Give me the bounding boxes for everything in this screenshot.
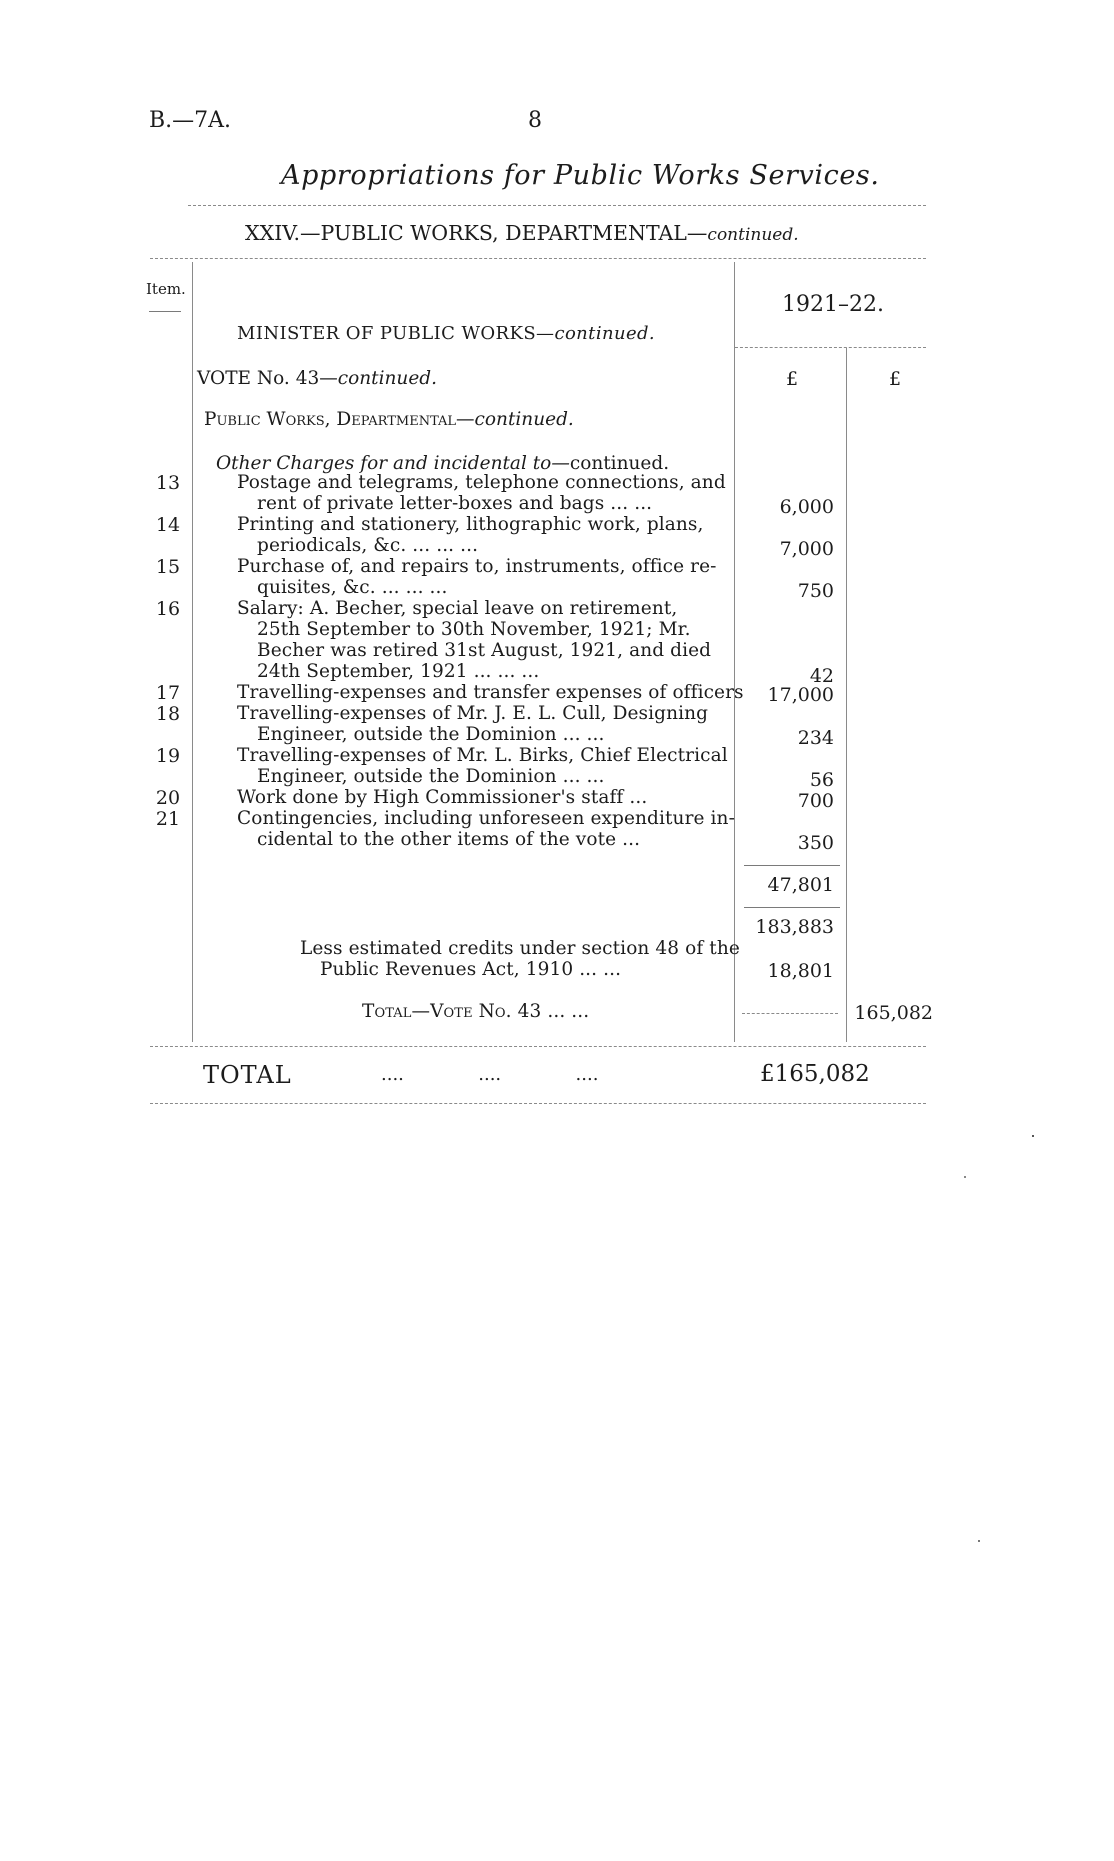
- amount-column-rule: [846, 348, 847, 1042]
- table-top-rule: [150, 258, 926, 259]
- item-description-line: Travelling-expenses of Mr. J. E. L. Cull, Designing: [237, 703, 709, 724]
- item-description-line: Printing and stationery, lithographic work, plans,: [237, 514, 704, 535]
- item-number: 19: [155, 745, 181, 767]
- page-number: 8: [528, 108, 542, 133]
- item-description-line: quisites, &c. ... ... ...: [257, 577, 448, 598]
- section-subtitle: [245, 221, 799, 245]
- table-bottom-rule: [150, 1046, 926, 1047]
- item-amount: 6,000: [779, 496, 834, 518]
- item-number: 21: [155, 808, 181, 830]
- item-description-line: periodicals, &c. ... ... ...: [257, 535, 479, 556]
- less-credits-line: Public Revenues Act, 1910 ... ...: [320, 959, 622, 980]
- vote-heading: [197, 368, 437, 389]
- title-rule: [188, 205, 926, 206]
- minister-heading: [237, 323, 655, 344]
- item-amount: 56: [809, 769, 834, 791]
- item-column-rule: [192, 262, 193, 1042]
- other-charges-label: Other Charges for and incidental to—: [216, 453, 570, 474]
- total-vote-label: Total—Vote No. 43 ... ...: [362, 1001, 590, 1022]
- item-description-line: Contingencies, including unforeseen expenditure in-: [237, 808, 735, 829]
- item-description-line: rent of private letter-boxes and bags ... ...: [257, 493, 653, 514]
- item-description-line: 24th September, 1921 ... ... ...: [257, 661, 540, 682]
- item-number: 15: [155, 556, 181, 578]
- item-amount: 7,000: [779, 538, 834, 560]
- item-description-line: Work done by High Commissioner's staff ...: [237, 787, 648, 808]
- item-number: 20: [155, 787, 181, 809]
- item-description-line: Becher was retired 31st August, 1921, and died: [257, 640, 712, 661]
- year-header-rule: [735, 347, 926, 348]
- item-header: Item.: [146, 280, 186, 298]
- item-number: 14: [155, 514, 181, 536]
- item-description-line: 25th September to 30th November, 1921; Mr.: [257, 619, 691, 640]
- minister-heading-main: MINISTER OF PUBLIC WORKS—: [237, 323, 555, 344]
- section-subtitle-cont: continued.: [707, 225, 799, 245]
- subtotal-rule: [744, 865, 840, 866]
- year-header: 1921–22.: [782, 292, 884, 317]
- item-amount: 350: [797, 832, 834, 854]
- page-reference: B.—7A.: [149, 108, 232, 133]
- less-credits-amount: 18,801: [767, 960, 834, 982]
- item-description-line: cidental to the other items of the vote ...: [257, 829, 641, 850]
- item-header-rule: [149, 311, 181, 312]
- other-charges-cont: continued.: [569, 453, 670, 474]
- item-description-line: Travelling-expenses and transfer expenses of officers: [237, 682, 744, 703]
- grand-total-dots: .... .... ....: [381, 1064, 599, 1085]
- total-vote-dash: [742, 1013, 838, 1014]
- page-title: Appropriations for Public Works Services.: [281, 160, 880, 191]
- other-charges-heading: [216, 453, 669, 474]
- less-credits-line: Less estimated credits under section 48 of the: [300, 938, 740, 959]
- gross-total-amount: 183,883: [755, 916, 834, 938]
- description-column-rule: [734, 262, 735, 1042]
- department-heading-main: Public Works, Departmental—: [204, 409, 475, 430]
- vote-heading-cont: continued.: [337, 368, 438, 389]
- item-description-line: Postage and telegrams, telephone connections, and: [237, 472, 726, 493]
- page-bottom-rule: [150, 1103, 926, 1104]
- currency-symbol-2: £: [889, 368, 902, 390]
- item-amount: 700: [797, 790, 834, 812]
- scan-speck: [964, 1176, 966, 1178]
- item-description-line: Engineer, outside the Dominion ... ...: [257, 766, 605, 787]
- item-number: 17: [155, 682, 181, 704]
- total-vote-amount: 165,082: [854, 1002, 933, 1024]
- item-number: 16: [155, 598, 181, 620]
- item-amount: 17,000: [767, 684, 834, 706]
- item-description-line: Engineer, outside the Dominion ... ...: [257, 724, 605, 745]
- section-subtitle-main: XXIV.—PUBLIC WORKS, DEPARTMENTAL—: [245, 221, 708, 245]
- item-amount: 234: [797, 727, 834, 749]
- grand-total-label: TOTAL: [203, 1061, 292, 1089]
- department-heading-cont: continued.: [474, 409, 574, 430]
- grand-total-amount: £165,082: [760, 1061, 870, 1087]
- department-heading: [204, 409, 574, 430]
- currency-symbol-1: £: [786, 368, 799, 390]
- scan-speck: [1032, 1135, 1034, 1137]
- minister-heading-cont: continued.: [554, 323, 656, 344]
- gross-total-rule: [744, 907, 840, 908]
- item-description-line: Salary: A. Becher, special leave on retirement,: [237, 598, 678, 619]
- item-number: 18: [155, 703, 181, 725]
- item-amount: 42: [809, 665, 834, 687]
- vote-heading-main: VOTE No. 43—: [197, 368, 338, 389]
- item-amount: 750: [797, 580, 834, 602]
- item-description-line: Travelling-expenses of Mr. L. Birks, Chief Electrical: [237, 745, 728, 766]
- item-description-line: Purchase of, and repairs to, instruments, office re-: [237, 556, 717, 577]
- item-number: 13: [155, 472, 181, 494]
- scan-speck: [978, 1540, 980, 1542]
- subtotal-amount: 47,801: [767, 874, 834, 896]
